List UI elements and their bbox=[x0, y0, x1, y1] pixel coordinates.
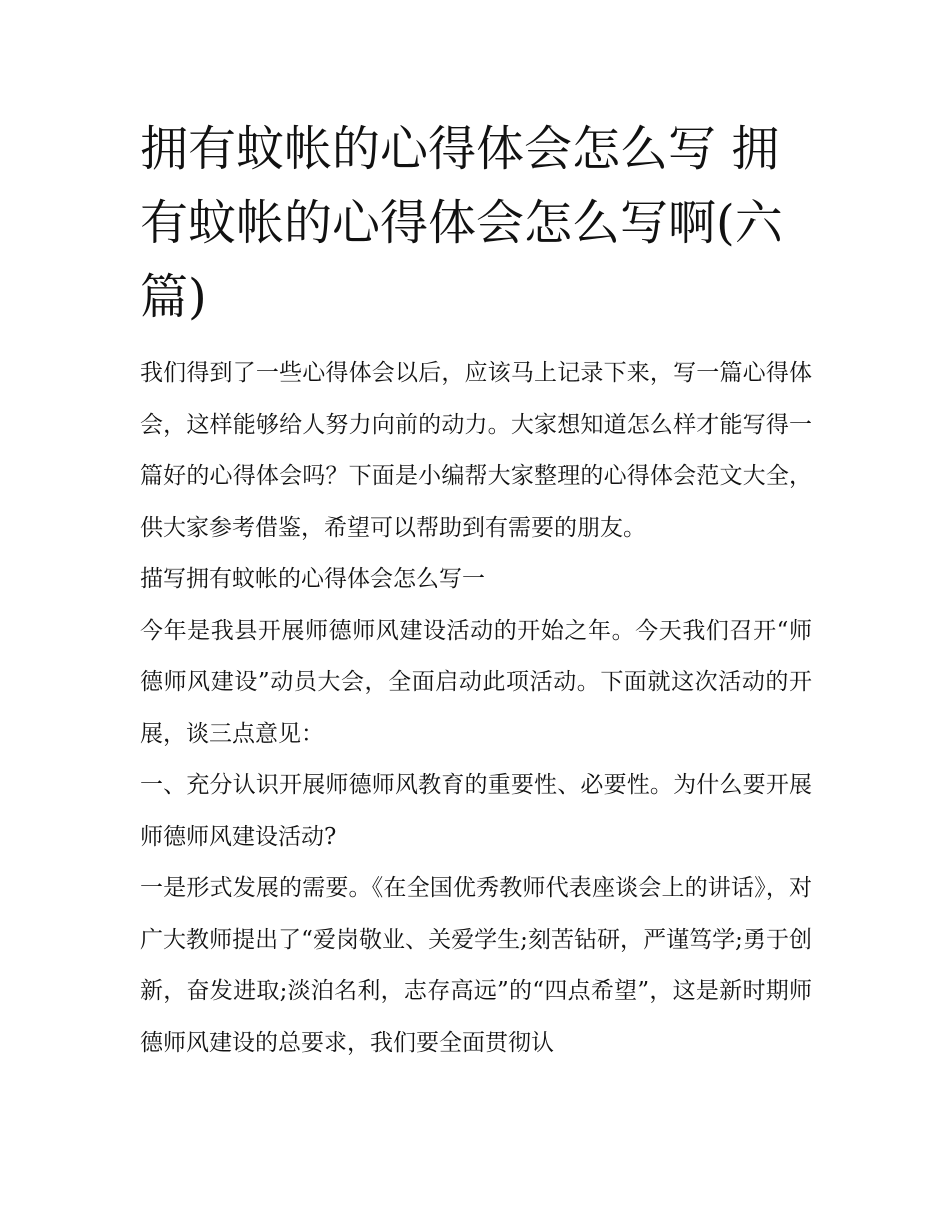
section-heading: 描写拥有蚊帐的心得体会怎么写一 bbox=[140, 566, 485, 592]
document-body bbox=[140, 348, 812, 1069]
document-page bbox=[140, 112, 812, 1069]
body-paragraph: 今年是我县开展师德师风建设活动的开始之年。今天我们召开“师德师风建设”动员大会，全面启动此项活动。下面就这次活动的开展，谈三点意见： bbox=[140, 617, 812, 747]
body-paragraph: 一、充分认识开展师德师风教育的重要性、必要性。为什么要开展师德师风建设活动? bbox=[140, 772, 812, 850]
body-paragraph: 一是形式发展的需要。《在全国优秀教师代表座谈会上的讲话》，对广大教师提出了“爱岗敬业、关爱学生;刻苦钻研，严谨笃学;勇于创新，奋发进取;淡泊名利，志存高远”的“四点希望”，这是新时期师德师风建设的总要求，我们要全面贯彻认 bbox=[140, 875, 812, 1056]
intro-paragraph: 我们得到了一些心得体会以后，应该马上记录下来，写一篇心得体会，这样能够给人努力向前的动力。大家想知道怎么样才能写得一篇好的心得体会吗？下面是小编帮大家整理的心得体会范文大全，供大家参考借鉴，希望可以帮助到有需要的朋友。 bbox=[140, 360, 812, 541]
document-title: 拥有蚊帐的心得体会怎么写 拥有蚊帐的心得体会怎么写啊(六篇) bbox=[140, 121, 783, 325]
